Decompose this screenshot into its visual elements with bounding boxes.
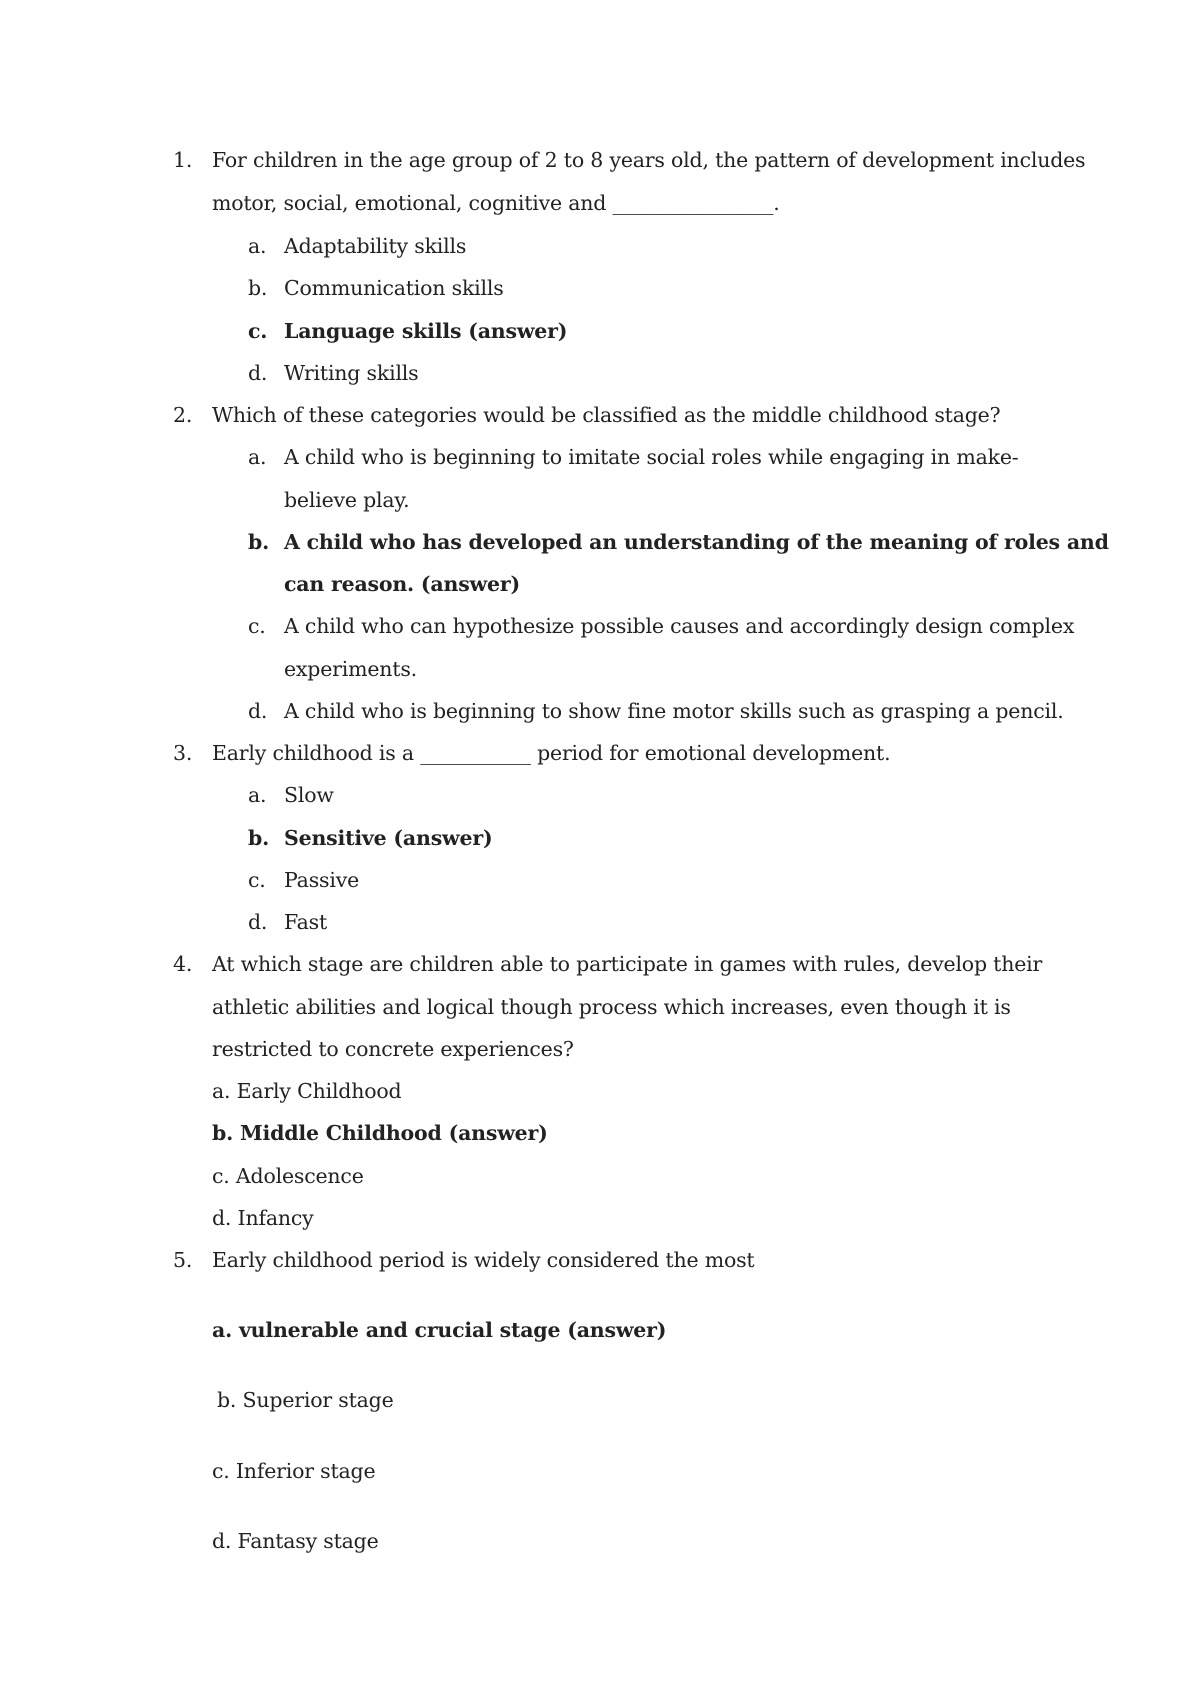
option-text: A child who is beginning to show fine motor skills such as grasping a pencil. — [284, 699, 1064, 723]
option-text: Fast — [284, 910, 328, 934]
option-text: d. Infancy — [212, 1206, 314, 1230]
option-text: b. Superior stage — [217, 1388, 394, 1412]
option-letter: a. — [248, 234, 267, 258]
question-text: restricted to concrete experiences? — [212, 1037, 574, 1061]
question-text: Early childhood is a ___________ period for emotional development. — [212, 741, 891, 765]
answer-option-text: Language skills (answer) — [284, 319, 568, 343]
option-text: c. Inferior stage — [212, 1459, 376, 1483]
option-text: Slow — [284, 783, 334, 807]
option-text: Writing skills — [284, 361, 419, 385]
option-text: A child who is beginning to imitate social roles while engaging in make- — [284, 445, 1019, 469]
option-text: experiments. — [284, 657, 417, 681]
question-text: Which of these categories would be classified as the middle childhood stage? — [212, 403, 1001, 427]
question-text: For children in the age group of 2 to 8 years old, the pattern of development includes — [212, 148, 1086, 172]
option-letter: a. — [248, 445, 267, 469]
option-letter: d. — [248, 699, 268, 723]
answer-option-text: Sensitive (answer) — [284, 826, 493, 850]
answer-option-text: b. Middle Childhood (answer) — [212, 1121, 548, 1145]
question-number: 3. — [173, 741, 193, 765]
option-text: d. Fantasy stage — [212, 1529, 379, 1553]
option-text: Passive — [284, 868, 360, 892]
answer-option-text: can reason. (answer) — [284, 572, 520, 596]
option-text: c. Adolescence — [212, 1164, 364, 1188]
option-text: a. Early Childhood — [212, 1079, 402, 1103]
option-letter: b. — [248, 276, 268, 300]
question-number: 1. — [173, 148, 193, 172]
option-letter: b. — [248, 826, 270, 850]
option-text: Communication skills — [284, 276, 504, 300]
option-text: Adaptability skills — [284, 234, 467, 258]
question-text: athletic abilities and logical though process which increases, even though it is — [212, 995, 1011, 1019]
question-text: At which stage are children able to participate in games with rules, develop their — [212, 952, 1043, 976]
question-number: 2. — [173, 403, 193, 427]
option-letter: d. — [248, 361, 268, 385]
question-text: Early childhood period is widely considered the most — [212, 1248, 755, 1272]
option-letter: c. — [248, 319, 268, 343]
option-text: A child who can hypothesize possible causes and accordingly design complex — [284, 614, 1075, 638]
answer-option-text: A child who has developed an understanding of the meaning of roles and — [284, 530, 1109, 554]
question-text: motor, social, emotional, cognitive and ________________. — [212, 191, 780, 215]
option-letter: c. — [248, 614, 266, 638]
option-letter: d. — [248, 910, 268, 934]
option-letter: b. — [248, 530, 270, 554]
question-number: 4. — [173, 952, 193, 976]
option-letter: c. — [248, 868, 266, 892]
option-letter: a. — [248, 783, 267, 807]
answer-option-text: a. vulnerable and crucial stage (answer) — [212, 1318, 667, 1342]
option-text: believe play. — [284, 488, 410, 512]
question-number: 5. — [173, 1248, 193, 1272]
